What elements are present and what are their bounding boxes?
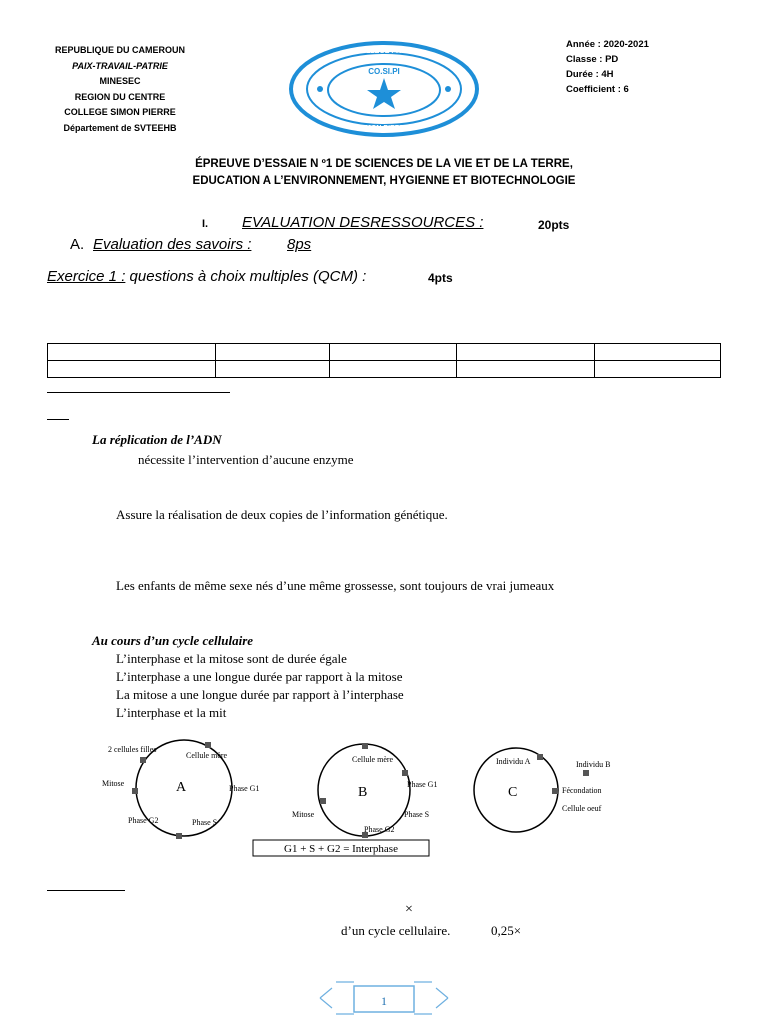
divider-line (47, 890, 125, 891)
exercise1-text: questions à choix multiples (QCM) : (125, 268, 367, 285)
cycle-a-label: Phase S (192, 818, 218, 827)
cycle-a-label: Cellule mère (186, 751, 228, 760)
cycle-a-label: 2 cellules filles (108, 745, 157, 754)
exam-title (0, 156, 768, 190)
school-logo (286, 40, 482, 138)
cycle-c-letter: C (508, 785, 518, 800)
cycle-a-letter: A (176, 780, 187, 795)
section1-label: EVALUATION DESRESSOURCES : (242, 214, 484, 231)
header-department: Département de SVTEEHB (63, 122, 177, 133)
exercise1-points: 4pts (428, 271, 453, 285)
cycle-c-marker (552, 788, 558, 794)
cycle-b-label: Phase G2 (364, 825, 395, 834)
cycle-b-letter: B (358, 785, 368, 800)
exam-title-line2: EDUCATION A L’ENVIRONNEMENT, HYGIENNE ET BIOTECHNOLOGIE (192, 175, 576, 187)
header-institution (20, 43, 220, 136)
header-school: COLLEGE SIMON PIERRE (64, 107, 176, 117)
logo-bottom-text: SIMON PIERRE (358, 125, 410, 132)
cycle-b-marker (320, 798, 326, 804)
answer-cell[interactable] (595, 344, 721, 361)
bottom-text: d’un cycle cellulaire. (341, 923, 451, 938)
logo-center-text: CO.SI.PI (368, 67, 400, 76)
answer-cell[interactable] (595, 361, 721, 378)
header-duration: Durée : 4H (566, 69, 614, 80)
cycle-a-marker (205, 742, 211, 748)
cycle-c-marker (583, 770, 589, 776)
section1-number: I. (202, 218, 209, 230)
header-year: Année : 2020-2021 (566, 39, 649, 50)
answer-cell[interactable] (48, 361, 216, 378)
cycle-b-marker (362, 743, 368, 749)
question3-title: Au cours d’un cycle cellulaire (92, 633, 254, 648)
sectionA-label: Evaluation des savoirs : (93, 236, 252, 253)
exercise1-label: Exercice 1 : (47, 268, 126, 285)
cycle-b-marker (402, 770, 408, 776)
cycle-c-label: Individu B (576, 760, 611, 769)
answer-cell[interactable] (330, 344, 457, 361)
header-ministry: MINESEC (99, 76, 141, 86)
cycle-c-marker (537, 754, 543, 760)
cycle-a-marker (132, 788, 138, 794)
answer-cell[interactable] (215, 361, 330, 378)
exam-title-line1: ÉPREUVE D’ESSAIE N º1 DE SCIENCES DE LA VIE ET DE LA TERRE, (195, 158, 573, 170)
cycle-a-label: Phase G2 (128, 816, 159, 825)
question1-option-b: Assure la réalisation de deux copies de l’information génétique. (116, 507, 448, 522)
question3-option-a: L’interphase et la mitose sont de durée égale (116, 651, 347, 666)
sectionA-points: 8ps (287, 236, 312, 253)
answer-cell[interactable] (48, 344, 216, 361)
bottom-cross: × (405, 902, 413, 917)
cycle-c-label: Individu A (496, 757, 531, 766)
header-region: REGION DU CENTRE (74, 91, 166, 102)
sectionA-number: A. (70, 236, 85, 253)
formula-text: G1 + S + G2 = Interphase (284, 843, 398, 855)
answer-cell[interactable] (330, 361, 457, 378)
question3-option-d: L’interphase et la mit (116, 705, 227, 720)
answer-cell[interactable] (456, 361, 595, 378)
cycle-c-label: Fécondation (562, 786, 602, 795)
cycle-a-label: Mitose (102, 779, 125, 788)
cycle-a-marker (140, 757, 146, 763)
cycle-b-label: Phase G1 (407, 780, 438, 789)
logo-top-text: COLLEGE PRIVE (355, 48, 413, 55)
header-exam-info (566, 37, 649, 97)
divider-line (47, 419, 69, 420)
question1-option-a: nécessite l’intervention d’aucune enzyme (138, 452, 354, 467)
cycle-b-label: Mitose (292, 810, 315, 819)
cycle-b-label: Cellule mère (352, 755, 394, 764)
cell-cycle-diagram (96, 730, 644, 864)
answer-table (47, 343, 721, 378)
bottom-score: 0,25× (491, 923, 522, 938)
divider-line (47, 392, 230, 393)
header-coefficient: Coefficient : 6 (566, 84, 629, 95)
cycle-a-label: Phase G1 (229, 784, 260, 793)
header-class: Classe : PD (566, 54, 619, 65)
answer-cell[interactable] (456, 344, 595, 361)
question3-option-b: L’interphase a une longue durée par rapport à la mitose (116, 669, 403, 684)
page-number-frame (318, 976, 450, 1020)
cycle-c-label: Cellule oeuf (562, 804, 602, 813)
answer-table-row (48, 361, 721, 378)
answer-cell[interactable] (215, 344, 330, 361)
section1-points: 20pts (538, 218, 570, 232)
question3-option-c: La mitose a une longue durée par rapport à l’interphase (116, 687, 404, 702)
cycle-a-marker (176, 833, 182, 839)
header-motto: PAIX-TRAVAIL-PATRIE (72, 60, 168, 71)
question2-text: Les enfants de même sexe nés d’une même grossesse, sont toujours de vrai jumeaux (116, 578, 555, 593)
answer-table-row (48, 344, 721, 361)
header-country: REPUBLIQUE DU CAMEROUN (54, 45, 185, 55)
cycle-b-label: Phase S (404, 810, 430, 819)
question1-title: La réplication de l’ADN (92, 432, 222, 447)
exercise1-heading (47, 268, 366, 285)
page-number: 1 (381, 994, 387, 1008)
